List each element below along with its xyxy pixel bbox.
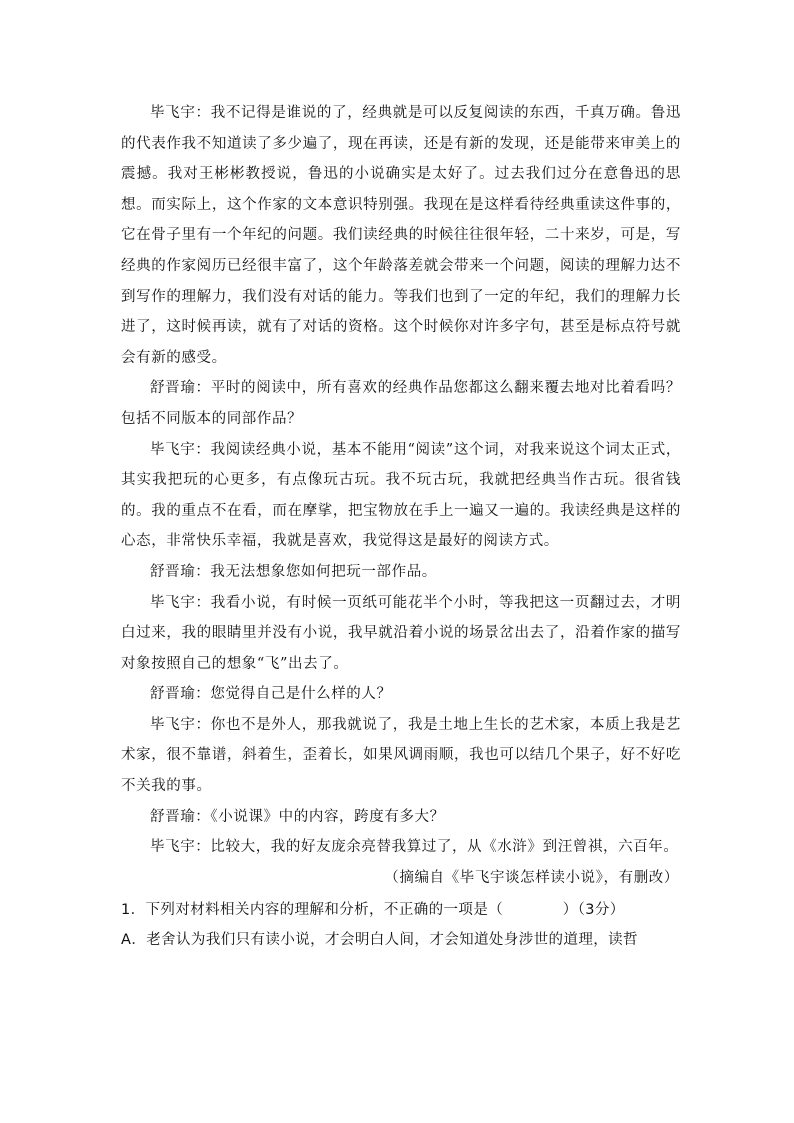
- paragraph-bi-artist: 毕飞宇：你也不是外人，那我就说了，我是土地上生长的艺术家，本质上我是艺术家，很不靠谱，斜着生，歪着长，如果风调雨顺，我也可以结几个果子，好不好吃不关我的事。: [121, 716, 681, 795]
- paragraph-bi-six-hundred-years: 毕飞宇：比较大，我的好友庞余亮替我算过了，从《水浒》到汪曾祺，六百年。: [150, 839, 679, 856]
- question-1-stem: 1．下列对材料相关内容的理解和分析，不正确的一项是（ ）（3分）: [121, 902, 625, 919]
- paragraph-bi-classics: 毕飞宇：我不记得是谁说的了，经典就是可以反复阅读的东西，千真万确。鲁迅的代表作我不知道读了多少遍了，现在再读，还是有新的发现，还是能带来审美上的震撼。我对王彬彬教授说，鲁迅的小说确实是太好了。过去我们过分在意鲁迅的思想。而实际上，这个作家的文本意识特别强。我现在是这样看待经典重读这件事的，它在骨子里有一个年纪的问题。我们读经典的时候往往很年轻，二十来岁，可是，写经典的作家阅历已经很丰富了，这个年龄落差就会带来一个问题，阅读的理解力达不到写作的理解力，我们没有对话的能力。等我们也到了一定的年纪，我们的理解力长进了，这时候再读，就有了对话的资格。这个时候你对许多字句，甚至是标点符号就会有新的感受。: [121, 105, 681, 366]
- paragraph-shu-span: 舒晋瑜：《小说课》中的内容，跨度有多大？: [150, 808, 445, 825]
- source-note: （摘编自《毕飞宇谈怎样读小说》，有删改）: [384, 869, 679, 886]
- paragraph-bi-play-with-classics: 毕飞宇：我阅读经典小说，基本不能用“阅读”这个词，对我来说这个词太正式，其实我把玩的心更多，有点像玩古玩。我不玩古玩，我就把经典当作古玩。很省钱的。我的重点不在看，而在摩挲，把宝物放在手上一遍又一遍的。我读经典是这样的心态，非常快乐幸福，我就是喜欢，我觉得这是最好的阅读方式。: [121, 441, 681, 550]
- question-1-option-a: A．老舍认为我们只有读小说，才会明白人间，才会知道处身涉世的道理，读哲: [121, 932, 638, 949]
- paragraph-shu-question-versions: 舒晋瑜：平时的阅读中，所有喜欢的经典作品您都这么翻来覆去地对比着看吗？包括不同版本的同部作品？: [121, 380, 681, 427]
- paragraph-bi-reading-page: 毕飞宇：我看小说，有时候一页纸可能花半个小时，等我把这一页翻过去，才明白过来，我的眼睛里并没有小说，我早就沿着小说的场景岔出去了，沿着作家的描写对象按照自己的想象“飞”出去了。: [121, 594, 681, 672]
- paragraph-shu-cannot-imagine: 舒晋瑜：我无法想象您如何把玩一部作品。: [150, 563, 437, 580]
- paragraph-shu-what-person: 舒晋瑜：您觉得自己是什么样的人？: [150, 686, 392, 703]
- document-content: [121, 98, 681, 955]
- question-block: [121, 895, 681, 955]
